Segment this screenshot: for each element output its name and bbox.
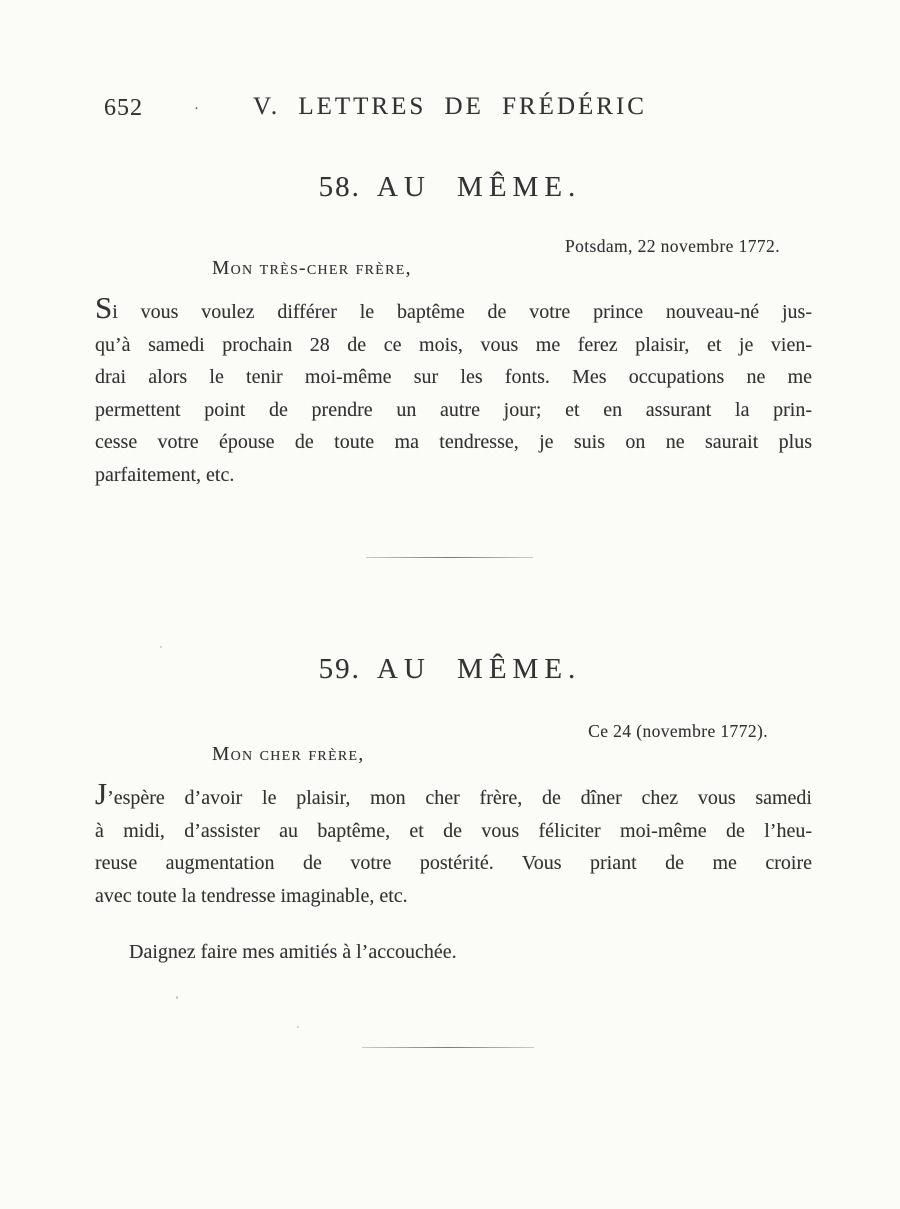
- drop-initial: J: [95, 776, 108, 811]
- header-separator-dot: ·: [194, 101, 199, 117]
- body-line-text: i vous voulez différer le baptême de votre prince nouveau-né jus-: [112, 301, 812, 323]
- scan-speck: [160, 646, 162, 648]
- body-line: cesse votre épouse de toute ma tendresse, je suis on ne saurait plus: [95, 431, 812, 453]
- letter-59-number: 59.: [318, 653, 361, 685]
- section-divider: [362, 1047, 534, 1048]
- scan-speck: [297, 1026, 299, 1028]
- body-line: reuse augmentation de votre postérité. Vous priant de me croire: [95, 852, 812, 874]
- scan-speck: [176, 996, 178, 999]
- body-line: avec toute la tendresse imaginable, etc.: [95, 884, 408, 907]
- letter-59-salutation: Mon cher frère,: [212, 744, 365, 765]
- body-line: qu’à samedi prochain 28 de ce mois, vous me ferez plaisir, et je vien-: [95, 333, 812, 356]
- body-line: [95, 776, 812, 815]
- letter-59-postscript: Daignez faire mes amitiés à l’accouchée.: [129, 941, 457, 963]
- drop-initial: S: [95, 290, 113, 325]
- section-divider: [366, 557, 533, 558]
- body-line-text: ’espère d’avoir le plaisir, mon cher frère, de dîner chez vous samedi: [107, 787, 812, 809]
- body-line: permettent point de prendre un autre jour; et en assurant la prin-: [95, 398, 812, 421]
- letter-58-number: 58.: [318, 171, 361, 203]
- page-number: 652: [104, 95, 143, 121]
- body-line: [95, 290, 812, 329]
- letter-58-heading: [0, 171, 900, 204]
- letter-59-heading: [0, 653, 900, 686]
- letter-58-salutation: Mon très-cher frère,: [212, 258, 412, 279]
- running-title: V. LETTRES DE FRÉDÉRIC: [253, 93, 647, 120]
- letter-58-body: [95, 290, 812, 491]
- body-line: à midi, d’assister au baptême, et de vous féliciter moi-même de l’heu-: [95, 819, 812, 842]
- body-line: parfaitement, etc.: [95, 463, 235, 486]
- letter-58-dateline: Potsdam, 22 novembre 1772.: [564, 236, 780, 256]
- letter-59-body: [95, 776, 812, 912]
- body-line: drai alors le tenir moi-même sur les fonts. Mes occupations ne me: [95, 366, 812, 388]
- letter-59-dateline: Ce 24 (novembre 1772).: [588, 721, 768, 741]
- letter-58-title: AU MÊME.: [376, 171, 582, 203]
- letter-59-title: AU MÊME.: [376, 653, 582, 685]
